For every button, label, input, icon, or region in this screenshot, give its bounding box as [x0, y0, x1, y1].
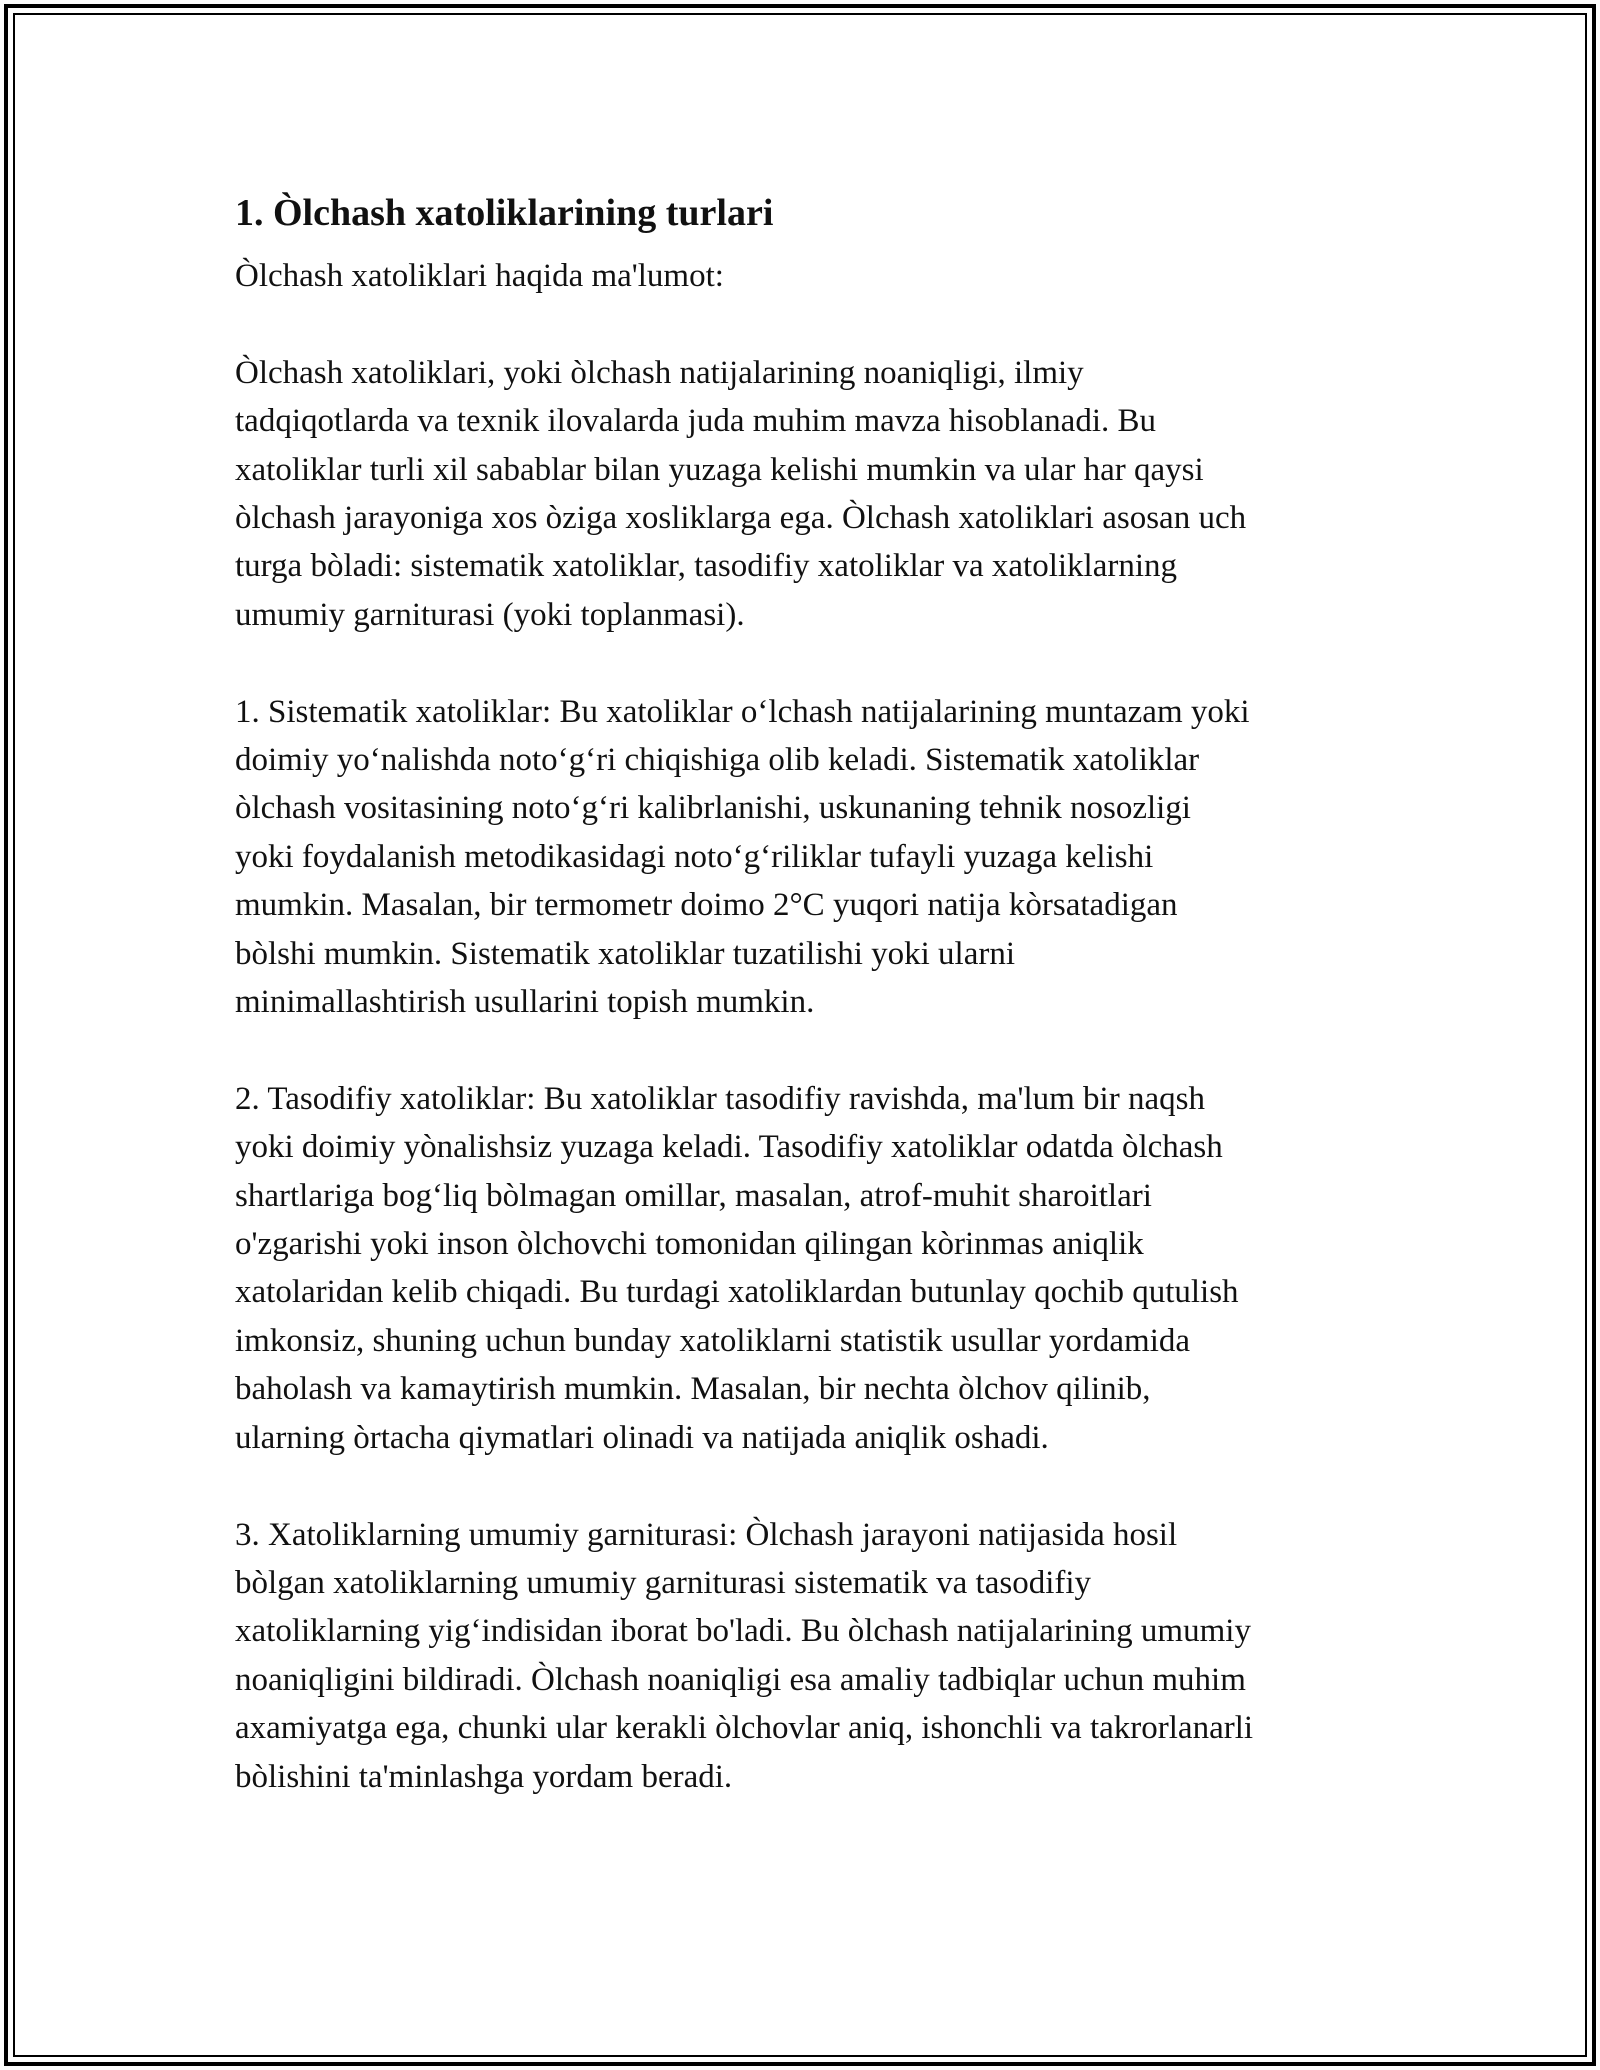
text-line: xatoliklarning yig‘indisidan iborat bo'ladi. Bu òlchash natijalarining umumiy [235, 1613, 1251, 1650]
text-line: yoki doimiy yònalishsiz yuzaga keladi. Tasodifiy xatoliklar odatda òlchash [235, 1129, 1223, 1166]
text-line: Òlchash xatoliklari haqida ma'lumot: [235, 258, 724, 294]
document-body [235, 186, 1375, 1849]
text-line: bòlshi mumkin. Sistematik xatoliklar tuzatilishi yoki ularni [235, 935, 1016, 972]
text-line: o'zgarishi yoki inson òlchovchi tomonidan qilingan kòrinmas aniqlik [235, 1226, 1144, 1263]
text-line: ularning òrtacha qiymatlari olinadi va natijada aniqlik oshadi. [235, 1419, 1049, 1456]
text-line: imkonsiz, shuning uchun bunday xatoliklarni statistik usullar yordamida [235, 1322, 1191, 1359]
paragraph-total-errors [235, 1511, 1375, 1801]
section-heading: 1. Òlchash xatoliklarining turlari [235, 192, 774, 234]
text-line: yoki foydalanish metodikasidagi noto‘g‘riliklar tufayli yuzaga kelishi [235, 838, 1154, 875]
text-line: minimallashtirish usullarini topish mumkin. [235, 984, 815, 1021]
paragraph-overview [235, 349, 1375, 639]
text-line: shartlariga bog‘liq bòlmagan omillar, masalan, atrof-muhit sharoitlari [235, 1177, 1152, 1214]
text-line: umumiy garniturasi (yoki toplanmasi). [235, 596, 745, 633]
text-line: mumkin. Masalan, bir termometr doimo 2°C yuqori natija kòrsatadigan [235, 887, 1178, 924]
paragraph-random-errors [235, 1075, 1375, 1462]
text-line: 1. Sistematik xatoliklar: Bu xatoliklar o‘lchash natijalarining muntazam yoki [235, 693, 1250, 730]
text-line: bòlishini ta'minlashga yordam beradi. [235, 1758, 733, 1795]
text-line: tadqiqotlarda va texnik ilovalarda juda muhim mavza hisoblanadi. Bu [235, 403, 1157, 440]
text-line: òlchash jarayoniga xos òziga xosliklarga ega. Òlchash xatoliklari asosan uch [235, 500, 1247, 537]
text-line: Òlchash xatoliklari, yoki òlchash natijalarining noaniqligi, ilmiy [235, 354, 1084, 391]
text-line: axamiyatga ega, chunki ular kerakli òlchovlar aniq, ishonchli va takrorlanarli [235, 1710, 1254, 1747]
paragraph-systematic-errors [235, 688, 1375, 1027]
text-line: 3. Xatoliklarning umumiy garniturasi: Òlchash jarayoni natijasida hosil [235, 1516, 1178, 1553]
text-line: òlchash vositasining noto‘g‘ri kalibrlanishi, uskunaning tehnik nosozligi [235, 790, 1191, 827]
text-line: bòlgan xatoliklarning umumiy garniturasi sistematik va tasodifiy [235, 1564, 1092, 1601]
text-line: baholash va kamaytirish mumkin. Masalan, bir nechta òlchov qilinib, [235, 1371, 1151, 1408]
text-line: xatolaridan kelib chiqadi. Bu turdagi xatoliklardan butunlay qochib qutulish [235, 1274, 1239, 1311]
paragraph-intro [235, 252, 1375, 300]
text-line: 2. Tasodifiy xatoliklar: Bu xatoliklar tasodifiy ravishda, ma'lum bir naqsh [235, 1080, 1205, 1117]
text-line: xatoliklar turli xil sabablar bilan yuzaga kelishi mumkin va ular har qaysi [235, 451, 1204, 488]
text-line: noaniqligini bildiradi. Òlchash noaniqligi esa amaliy tadbiqlar uchun muhim [235, 1661, 1246, 1698]
text-line: turga bòladi: sistematik xatoliklar, tasodifiy xatoliklar va xatoliklarning [235, 548, 1178, 585]
text-line: doimiy yo‘nalishda noto‘g‘ri chiqishiga olib keladi. Sistematik xatoliklar [235, 742, 1200, 779]
